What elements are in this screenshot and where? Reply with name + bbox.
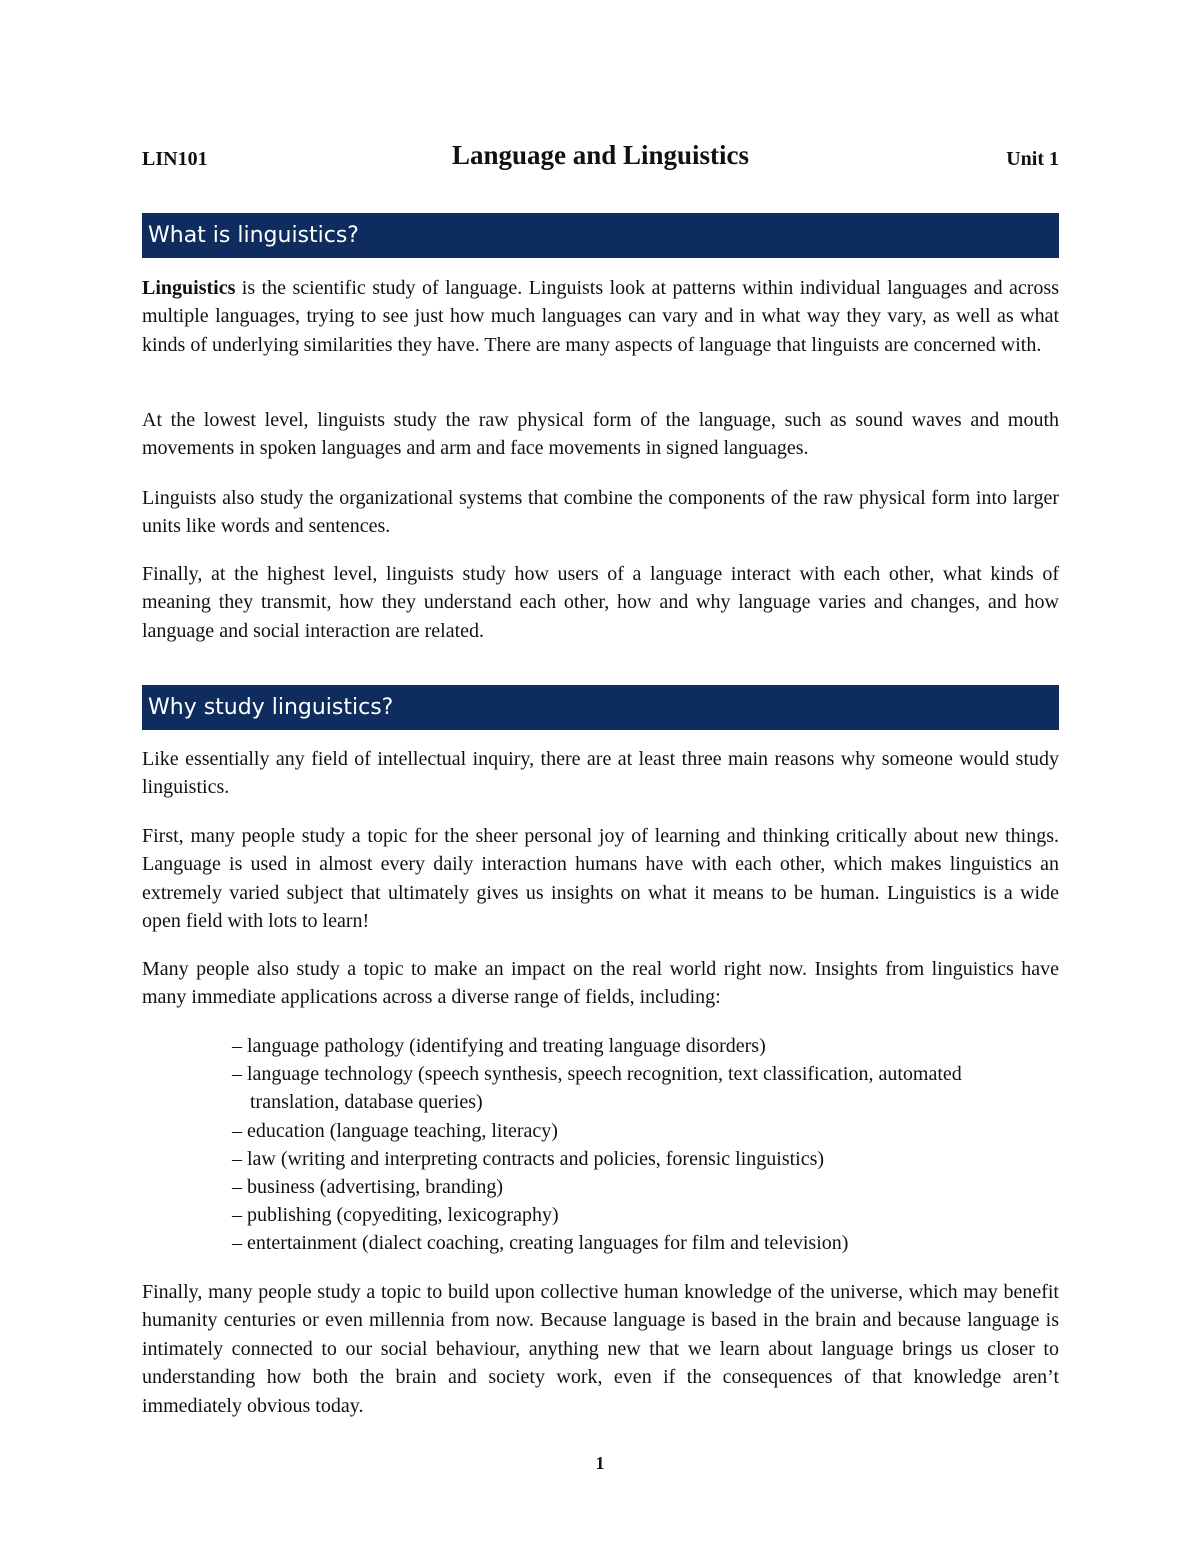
course-code: LIN101 xyxy=(142,148,208,170)
list-item: – education (language teaching, literacy) xyxy=(232,1119,558,1142)
applications-list xyxy=(232,1032,992,1258)
paragraph-definition xyxy=(142,274,1059,359)
page-header xyxy=(142,140,1059,176)
paragraph-organizational-systems: Linguists also study the organizational systems that combine the components of the raw physical form into larger units like words and sentences. xyxy=(142,487,1059,538)
term-linguistics: Linguistics xyxy=(142,277,236,299)
list-item: – language pathology (identifying and treating language disorders) xyxy=(232,1035,766,1057)
section-heading-what-is-linguistics: What is linguistics? xyxy=(142,213,1059,258)
paragraph-lowest-level: At the lowest level, linguists study the raw physical form of the language, such as sound waves and mouth movements in spoken languages and arm and face movements in signed languages. xyxy=(142,409,1059,460)
list-item: – law (writing and interpreting contracts and policies, forensic linguistics) xyxy=(232,1147,825,1170)
list-item: – business (advertising, branding) xyxy=(232,1176,504,1199)
paragraph-three-reasons: Like essentially any field of intellectual inquiry, there are at least three main reasons why someone would study linguistics. xyxy=(142,748,1059,799)
section-heading-why-study-linguistics: Why study linguistics? xyxy=(142,685,1059,730)
unit-label: Unit 1 xyxy=(1006,148,1059,170)
definition-text: is the scientific study of language. Linguists look at patterns within individual languages and across multiple languages, trying to see just how much languages can vary and in what way they vary, as well as what kinds of underlying similarities they have. There are many aspects of language that linguists are concerned with. xyxy=(142,277,1059,356)
list-item: – publishing (copyediting, lexicography) xyxy=(232,1204,559,1227)
paragraph-collective-knowledge: Finally, many people study a topic to build upon collective human knowledge of the universe, which may benefit humanity centuries or even millennia from now. Because language is based in the brain and because language is intimately connected to our social behaviour, anything new that we learn about language brings us closer to understanding how both the brain and society work, even if the consequences of that knowledge aren’t immediately obvious today. xyxy=(142,1281,1059,1417)
paragraph-highest-level: Finally, at the highest level, linguists study how users of a language interact with each other, what kinds of meaning they transmit, how they understand each other, how and why language varies and changes, and how language and social interaction are related. xyxy=(142,563,1059,642)
list-item: – language technology (speech synthesis, speech recognition, text classification, automated translation, database queries) xyxy=(232,1063,962,1114)
paragraph-personal-joy: First, many people study a topic for the sheer personal joy of learning and thinking critically about new things. Language is used in almost every daily interaction humans have with each other, which makes linguistics an extremely varied subject that ultimately gives us insights on what it means to be human. Linguistics is a wide open field with lots to learn! xyxy=(142,825,1059,933)
document-title: Language and Linguistics xyxy=(451,140,750,170)
paragraph-real-world-impact: Many people also study a topic to make an impact on the real world right now. Insights from linguistics have many immediate applications across a diverse range of fields, including: xyxy=(142,958,1059,1009)
list-item: – entertainment (dialect coaching, creating languages for film and television) xyxy=(232,1232,849,1255)
page-number: 1 xyxy=(595,1453,605,1473)
